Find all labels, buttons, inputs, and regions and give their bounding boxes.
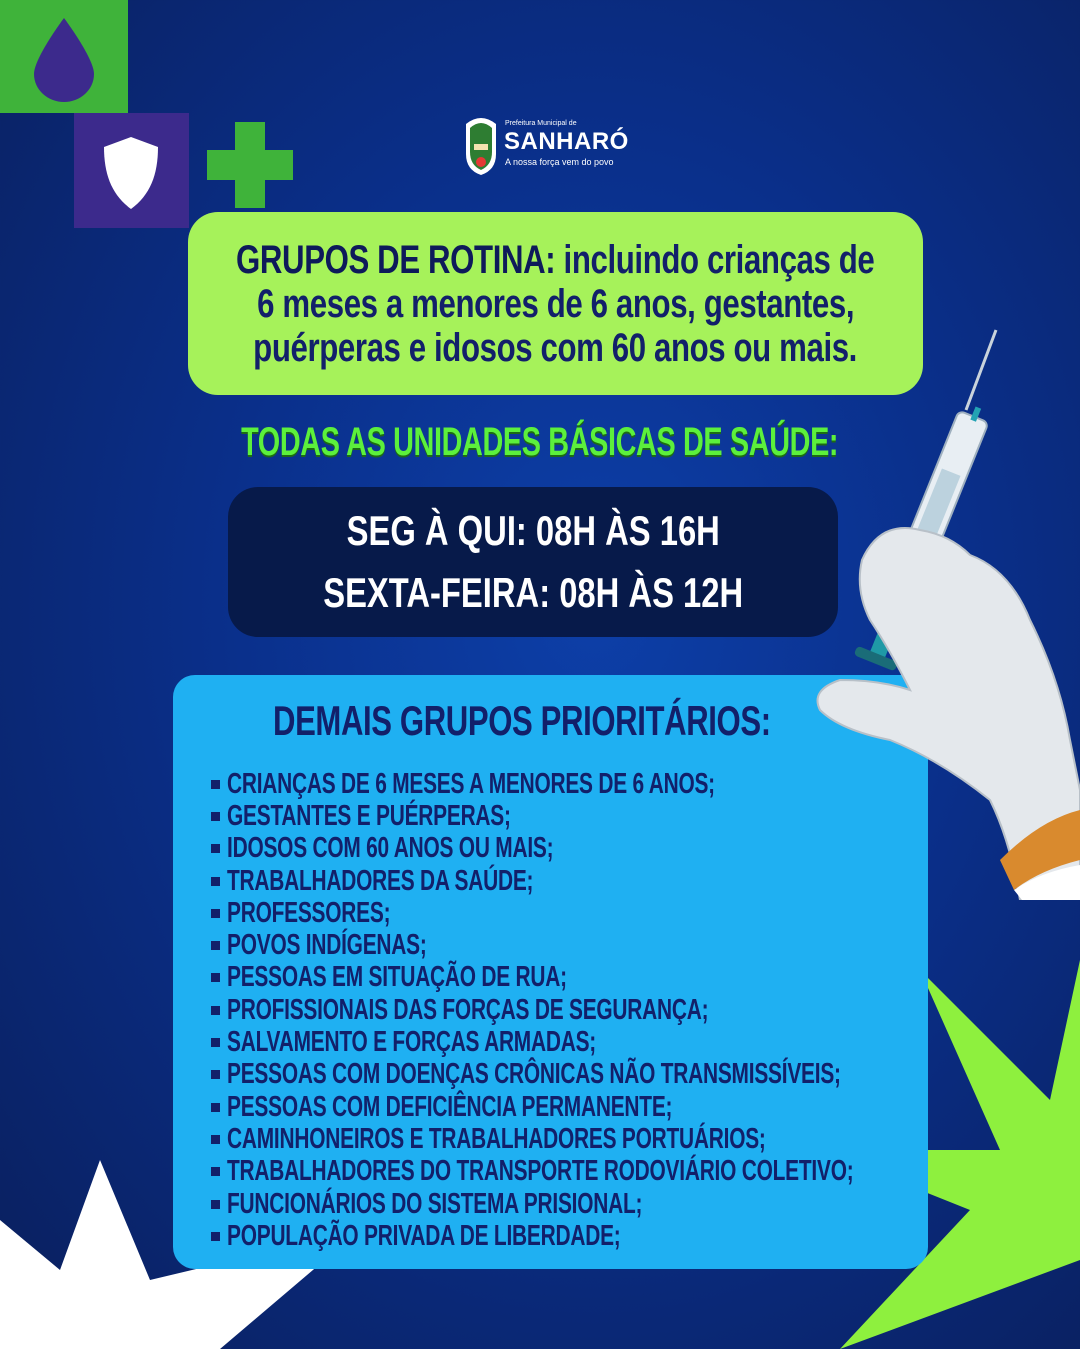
routine-line-1	[236, 238, 874, 282]
list-item-text: TRABALHADORES DA SAÚDE;	[227, 864, 534, 897]
bullet-icon	[211, 1103, 220, 1112]
bullet-icon	[211, 1167, 220, 1176]
bullet-icon	[211, 1135, 220, 1144]
ubs-title-text: TODAS AS UNIDADES BÁSICAS DE SAÚDE:	[241, 420, 839, 464]
purple-square	[74, 113, 189, 228]
bullet-icon	[211, 1232, 220, 1241]
coat-of-arms-icon	[463, 114, 499, 176]
logo-name: SANHARÓ	[504, 128, 629, 155]
list-item-text: PESSOAS COM DOENÇAS CRÔNICAS NÃO TRANSMISSÍVEIS;	[227, 1058, 841, 1091]
routine-line1-text: incluindo crianças de	[555, 237, 875, 282]
drop-icon	[0, 0, 128, 113]
list-item-text: IDOSOS COM 60 ANOS OU MAIS;	[227, 832, 554, 865]
bullet-icon	[211, 1070, 220, 1079]
shield-icon	[74, 113, 189, 228]
list-item-text: CRIANÇAS DE 6 MESES A MENORES DE 6 ANOS;	[227, 767, 715, 800]
bullet-icon	[211, 780, 220, 789]
list-item-text: PESSOAS EM SITUAÇÃO DE RUA;	[227, 961, 567, 994]
bullet-icon	[211, 1006, 220, 1015]
routine-line-3: puérperas e idosos com 60 anos ou mais.	[253, 325, 858, 370]
list-item-text: POPULAÇÃO PRIVADA DE LIBERDADE;	[227, 1219, 621, 1252]
list-item	[211, 897, 1080, 929]
list-item	[211, 1220, 1080, 1252]
syringe-hand-illustration	[800, 320, 1080, 900]
plus-icon	[207, 122, 293, 208]
hours-weekdays: SEG À QUI: 08H ÀS 16H	[346, 507, 720, 554]
list-item	[211, 1059, 1080, 1091]
list-item	[211, 1091, 1080, 1123]
list-item	[211, 1026, 1080, 1058]
bullet-icon	[211, 909, 220, 918]
bullet-icon	[211, 1038, 220, 1047]
bullet-icon	[211, 844, 220, 853]
logo-small-text: Prefeitura Municipal de	[505, 120, 577, 127]
list-item	[211, 994, 1080, 1026]
routine-label: GRUPOS DE ROTINA:	[236, 237, 556, 282]
list-item-text: PROFESSORES;	[227, 896, 391, 929]
list-item-text: GESTANTES E PUÉRPERAS;	[227, 799, 511, 832]
list-item	[211, 1156, 1080, 1188]
hours-friday: SEXTA-FEIRA: 08H ÀS 12H	[323, 569, 743, 616]
priority-groups-title-text: DEMAIS GRUPOS PRIORITÁRIOS:	[273, 697, 771, 744]
list-item-text: CAMINHONEIROS E TRABALHADORES PORTUÁRIOS;	[227, 1122, 766, 1155]
list-item	[211, 1188, 1080, 1220]
logo-tagline: A nossa força vem do povo	[505, 157, 614, 167]
green-square	[0, 0, 128, 113]
list-item-text: PROFISSIONAIS DAS FORÇAS DE SEGURANÇA;	[227, 993, 709, 1026]
list-item	[211, 1123, 1080, 1155]
list-item-text: SALVAMENTO E FORÇAS ARMADAS;	[227, 1026, 597, 1059]
opening-hours-box	[228, 487, 838, 637]
list-item-text: POVOS INDÍGENAS;	[227, 929, 427, 962]
list-item	[211, 929, 1080, 961]
bullet-icon	[211, 812, 220, 821]
list-item	[211, 962, 1080, 994]
bullet-icon	[211, 973, 220, 982]
routine-line-2: 6 meses a menores de 6 anos, gestantes,	[257, 281, 854, 326]
bullet-icon	[211, 941, 220, 950]
bullet-icon	[211, 877, 220, 886]
list-item-text: PESSOAS COM DEFICIÊNCIA PERMANENTE;	[227, 1090, 673, 1123]
bullet-icon	[211, 1200, 220, 1209]
sanharo-logo	[463, 114, 653, 178]
list-item-text: TRABALHADORES DO TRANSPORTE RODOVIÁRIO COLETIVO;	[227, 1155, 854, 1188]
list-item-text: FUNCIONÁRIOS DO SISTEMA PRISIONAL;	[227, 1187, 643, 1220]
